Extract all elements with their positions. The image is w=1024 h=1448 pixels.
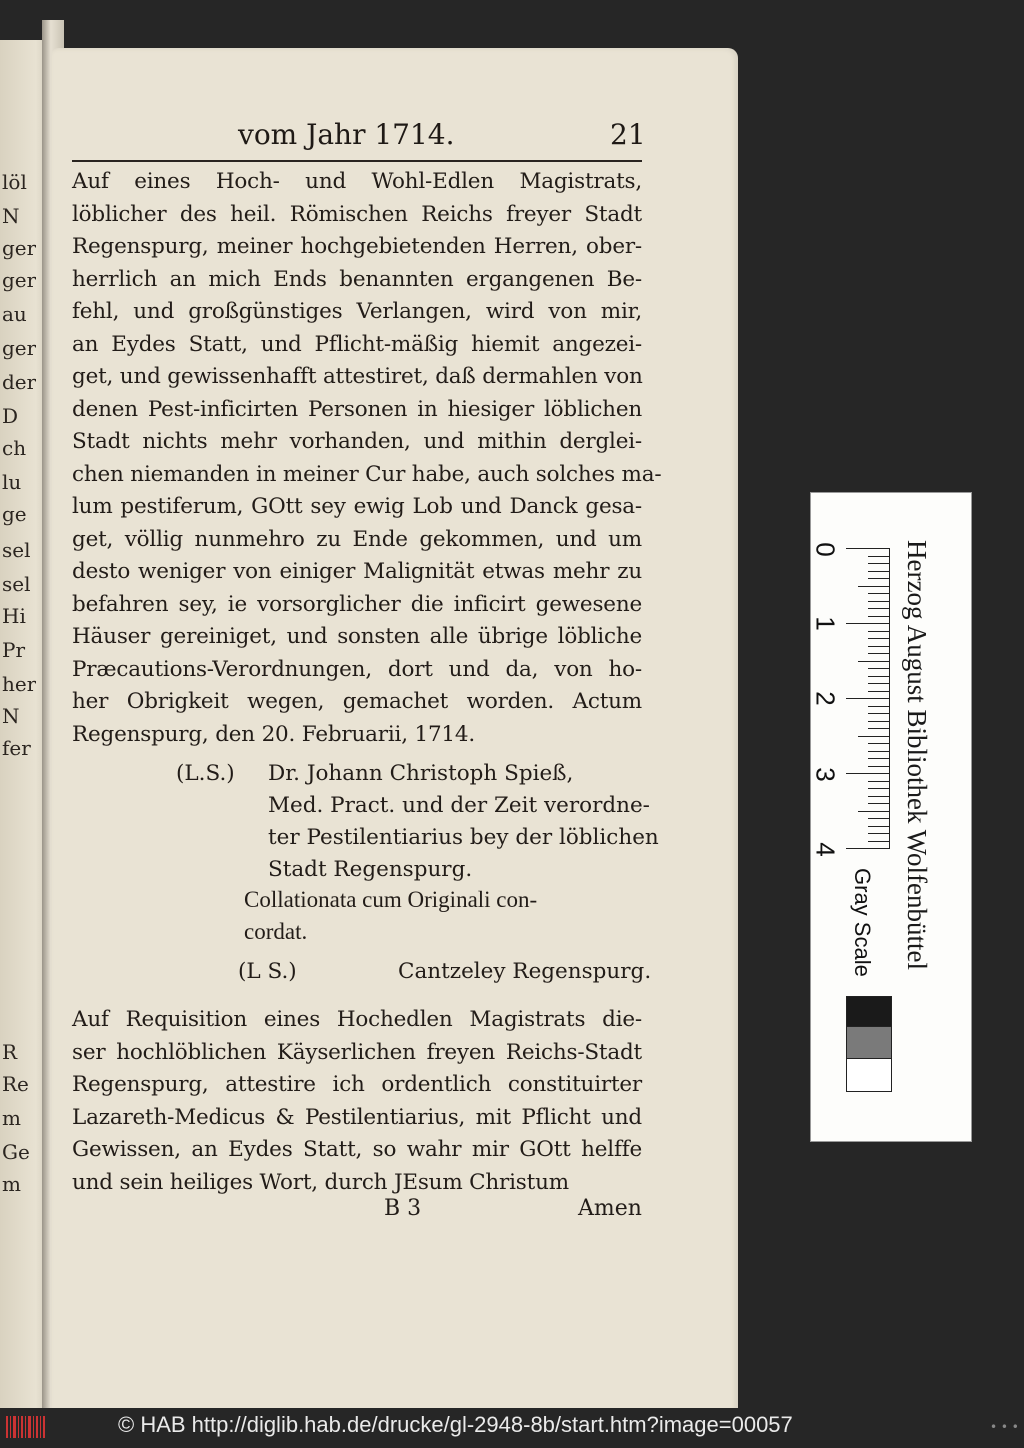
ruler-number: 0	[810, 542, 841, 557]
ruler-number: 3	[810, 767, 841, 782]
facing-page-fragment: sel	[2, 538, 31, 562]
text-line: get, und gewissenhafft attestiret, daß dermahlen von	[72, 364, 643, 389]
signature-mark: B 3	[384, 1196, 422, 1221]
collation-line: cordat.	[244, 919, 308, 944]
ruler-tick	[858, 736, 890, 737]
ruler-tick	[868, 556, 890, 557]
text-line: Stadt nichts mehr vorhanden, und mithin derglei-	[72, 429, 642, 454]
ruler-tick	[868, 676, 890, 677]
text-line: Regenspurg, meiner hochgebietenden Herren, ober-	[72, 234, 642, 259]
ruler-tick	[868, 751, 890, 752]
facing-page-fragment: N	[2, 704, 20, 728]
text-line: chen niemanden in meiner Cur habe, auch solches ma-	[72, 461, 662, 487]
text-line: an Eydes Statt, und Pflicht-mäßig hiemit angezei-	[72, 331, 642, 357]
ruler-tick	[868, 631, 890, 632]
signature-block-1	[268, 758, 659, 886]
ruler-tick	[846, 623, 890, 624]
text-line: lum pestiferum, GOtt sey ewig Lob und Danck gesa-	[72, 494, 642, 519]
facing-page-fragment: Ge	[2, 1140, 30, 1164]
text-line: herrlich an mich Ends benannten ergangenen Be-	[72, 266, 642, 292]
ruler-tick	[868, 721, 890, 722]
ruler-tick	[868, 608, 890, 609]
ruler-tick	[868, 691, 890, 692]
ruler-tick	[868, 743, 890, 744]
facing-page-fragment: N	[2, 204, 20, 228]
catchword: Amen	[578, 1196, 642, 1221]
signature-line: Med. Pract. und der Zeit verordne-	[268, 793, 650, 818]
text-line: desto weniger von einiger Malignität etwas mehr zu	[72, 559, 642, 584]
page-number: 21	[610, 118, 646, 151]
facing-page-fragment: ger	[2, 236, 36, 260]
signature-line: Stadt Regenspurg.	[268, 857, 473, 882]
ruler-tick	[868, 803, 890, 804]
text-line: löblicher des heil. Römischen Reichs freyer Stadt	[72, 201, 642, 227]
facing-page-fragment: m	[2, 1106, 21, 1130]
gray-swatch	[846, 1026, 892, 1060]
seal-mark-2: (L S.)	[238, 959, 297, 984]
ruler-tick	[868, 758, 890, 759]
copyright-link[interactable]: © HAB http://diglib.hab.de/drucke/gl-2948-8b/start.htm?image=00057	[118, 1412, 793, 1437]
ruler-baseline	[889, 548, 890, 848]
facing-page-fragment: m	[2, 1172, 21, 1196]
ruler-tick	[868, 571, 890, 572]
facing-page-fragment: ch	[2, 436, 27, 460]
running-title: vom Jahr 1714.	[238, 118, 455, 151]
barcode-icon	[6, 1414, 46, 1440]
facing-page-fragment: lu	[2, 470, 22, 494]
ruler-tick	[868, 796, 890, 797]
gray-scale-label: Gray Scale	[850, 868, 875, 977]
facing-page-fragment: der	[2, 370, 36, 394]
text-line: Regenspurg, attestire ich ordentlich constituirter	[72, 1072, 642, 1097]
facing-page-fragment: Re	[2, 1072, 29, 1096]
ruler-tick	[868, 826, 890, 827]
facing-page-fragment: sel	[2, 572, 31, 596]
ruler-tick	[868, 593, 890, 594]
ruler-tick	[868, 781, 890, 782]
facing-page-fragment: löl	[2, 170, 27, 194]
signature-line: ter Pestilentiarius bey der löblichen	[268, 825, 659, 850]
ruler-number: 2	[810, 691, 841, 706]
facing-page-fragment: R	[2, 1040, 18, 1064]
ruler-tick	[868, 683, 890, 684]
ruler-tick	[868, 646, 890, 647]
chancellery-signature: Cantzeley Regenspurg.	[398, 959, 652, 984]
collation-note	[244, 884, 537, 948]
ruler-tick	[868, 601, 890, 602]
text-line: Regenspurg, den 20. Februarii, 1714.	[72, 721, 476, 747]
ruler-number: 1	[810, 616, 841, 631]
attestation-paragraph-2	[72, 1004, 642, 1199]
collation-line: Collationata cum Originali con-	[244, 887, 538, 912]
ruler-tick	[868, 713, 890, 714]
ruler-tick	[858, 661, 890, 662]
text-line: fehl, und großgünstiges Verlangen, wird von mir,	[72, 299, 642, 324]
facing-page-fragment: ger	[2, 336, 36, 360]
text-line: Præcautions-Verordnungen, dort und da, von ho-	[72, 656, 642, 682]
facing-page-fragment: D	[2, 404, 19, 428]
text-line: Auf Requisition eines Hochedlen Magistrats die-	[72, 1007, 642, 1032]
text-line: ser hochlöblichen Käyserlichen freyen Reichs-Stadt	[72, 1039, 642, 1065]
ruler-tick	[868, 578, 890, 579]
ruler-tick	[846, 698, 890, 699]
ruler-tick	[868, 638, 890, 639]
ruler-tick	[868, 833, 890, 834]
gray-swatch	[846, 1058, 892, 1092]
ruler-tick	[846, 773, 890, 774]
ruler-tick	[868, 841, 890, 842]
ruler-tick	[868, 616, 890, 617]
header-rule	[72, 160, 642, 162]
facing-page-fragment: her	[2, 672, 36, 696]
menu-dots-icon[interactable]: • • •	[990, 1420, 1019, 1434]
ruler-tick	[868, 766, 890, 767]
text-line: befahren sey, ie vorsorglicher die inficirt gewesene	[72, 591, 642, 617]
text-line: get, völlig nunmehro zu Ende gekommen, und um	[72, 526, 642, 552]
ruler-tick	[868, 728, 890, 729]
ruler-tick	[868, 788, 890, 789]
facing-page-fragment: au	[2, 302, 27, 326]
gray-swatch	[846, 996, 892, 1030]
text-line: Lazareth-Medicus & Pestilentiarius, mit Pflicht und	[72, 1104, 642, 1130]
signature-line: Dr. Johann Christoph Spieß,	[268, 761, 574, 786]
ruler-tick	[868, 706, 890, 707]
facing-page-fragment: fer	[2, 736, 31, 760]
text-line: Gewissen, an Eydes Statt, so wahr mir GOtt helffe	[72, 1137, 642, 1162]
ruler-number: 4	[810, 842, 841, 857]
facing-page-fragment: Hi	[2, 604, 26, 628]
ruler-tick	[846, 848, 890, 849]
ruler-tick	[858, 586, 890, 587]
ruler-tick	[868, 668, 890, 669]
ruler-tick	[846, 548, 890, 549]
text-line: Häuser gereiniget, und sonsten alle übrige löbliche	[72, 624, 642, 649]
ruler-institution-title: Herzog August Bibliothek Wolfenbüttel	[902, 540, 932, 971]
facing-page-fragment: ger	[2, 268, 36, 292]
facing-page-fragment: ge	[2, 502, 27, 526]
seal-mark-1: (L.S.)	[176, 761, 235, 786]
text-line: Auf eines Hoch- und Wohl-Edlen Magistrats,	[72, 169, 642, 194]
ruler-tick	[868, 563, 890, 564]
facing-page-fragment: Pr	[2, 638, 26, 662]
attestation-paragraph-1	[72, 166, 662, 751]
ruler-tick	[858, 811, 890, 812]
ruler-tick	[868, 653, 890, 654]
text-line: und sein heiliges Wort, durch JEsum Christum	[72, 1169, 569, 1195]
ruler-tick	[868, 818, 890, 819]
text-line: denen Pest-inficirten Personen in hiesiger löblichen	[72, 396, 642, 422]
text-line: her Obrigkeit wegen, gemachet worden. Actum	[72, 689, 642, 714]
